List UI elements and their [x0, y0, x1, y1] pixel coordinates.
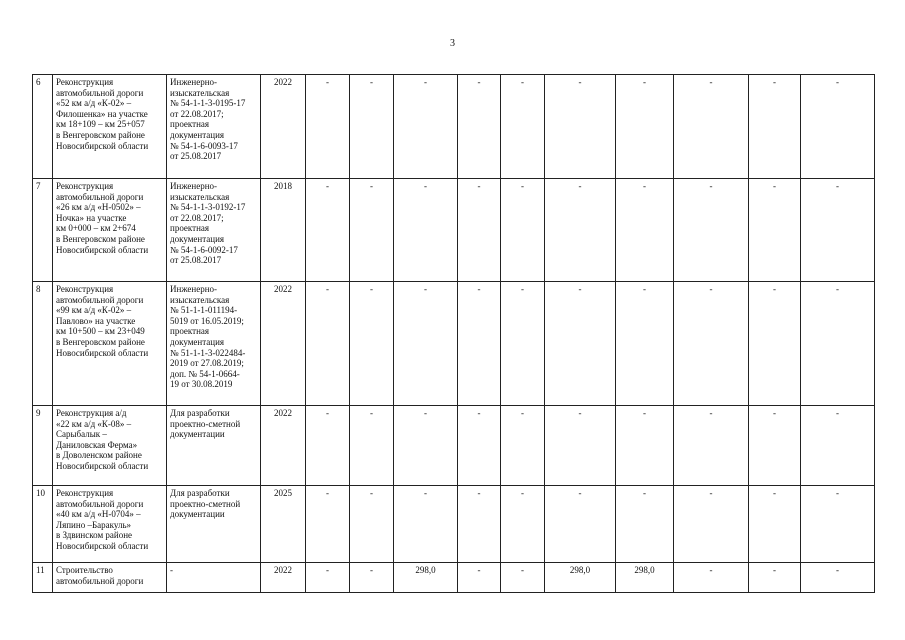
value-cell: - — [674, 406, 749, 486]
row-number: 9 — [33, 406, 53, 486]
year-cell: 2022 — [261, 282, 306, 406]
value-cell: - — [306, 179, 350, 282]
value-cell: - — [749, 406, 801, 486]
row-number: 7 — [33, 179, 53, 282]
value-cell: 298,0 — [616, 563, 674, 593]
value-cell: - — [394, 179, 458, 282]
value-cell: - — [458, 486, 501, 563]
value-cell: - — [545, 406, 616, 486]
value-cell: - — [350, 282, 394, 406]
table-row — [33, 75, 875, 179]
value-cell: - — [801, 179, 875, 282]
value-cell: - — [501, 406, 545, 486]
year-cell: 2025 — [261, 486, 306, 563]
value-cell: - — [350, 406, 394, 486]
value-cell: - — [501, 179, 545, 282]
object-name-cell: Реконструкция автомобильной дороги «26 км а/д «Н-0502» – Ночка» на участке км 0+000 – км 2+674 в Венгеровском районе Новосибирской области — [53, 179, 167, 282]
value-cell: - — [501, 75, 545, 179]
value-cell: - — [616, 282, 674, 406]
value-cell: - — [501, 282, 545, 406]
value-cell: - — [306, 75, 350, 179]
documentation-cell: Инженерно- изыскательская № 54-1-1-3-0195-17 от 22.08.2017; проектная документация № 54-1-6-0093-17 от 25.08.2017 — [167, 75, 261, 179]
value-cell: 298,0 — [545, 563, 616, 593]
value-cell: - — [801, 486, 875, 563]
value-cell: - — [306, 282, 350, 406]
page-number: 3 — [450, 38, 455, 49]
value-cell: - — [458, 406, 501, 486]
row-number: 6 — [33, 75, 53, 179]
documentation-cell: Инженерно- изыскательская № 54-1-1-3-0192-17 от 22.08.2017; проектная документация № 54-1-6-0092-17 от 25.08.2017 — [167, 179, 261, 282]
value-cell: - — [801, 282, 875, 406]
value-cell: - — [350, 179, 394, 282]
value-cell: - — [674, 282, 749, 406]
value-cell: - — [458, 282, 501, 406]
row-number: 10 — [33, 486, 53, 563]
value-cell: - — [394, 486, 458, 563]
value-cell: - — [674, 563, 749, 593]
value-cell: - — [394, 406, 458, 486]
object-name-cell: Реконструкция автомобильной дороги «40 км а/д «Н-0704» – Ляпино –Баракуль» в Здвинском районе Новосибирской области — [53, 486, 167, 563]
value-cell: - — [674, 75, 749, 179]
value-cell: - — [801, 406, 875, 486]
value-cell: - — [616, 406, 674, 486]
value-cell: - — [801, 563, 875, 593]
value-cell: - — [306, 486, 350, 563]
value-cell: - — [749, 75, 801, 179]
documentation-cell: - — [167, 563, 261, 593]
value-cell: - — [545, 179, 616, 282]
value-cell: - — [458, 563, 501, 593]
table-row — [33, 282, 875, 406]
value-cell: - — [749, 282, 801, 406]
value-cell: - — [394, 282, 458, 406]
row-number: 11 — [33, 563, 53, 593]
documentation-cell: Для разработки проектно-сметной документации — [167, 406, 261, 486]
value-cell: - — [616, 75, 674, 179]
table-row — [33, 486, 875, 563]
value-cell: - — [501, 486, 545, 563]
value-cell: - — [749, 563, 801, 593]
value-cell: - — [674, 179, 749, 282]
value-cell: - — [350, 486, 394, 563]
year-cell: 2022 — [261, 75, 306, 179]
value-cell: - — [458, 75, 501, 179]
value-cell: - — [458, 179, 501, 282]
value-cell: - — [749, 179, 801, 282]
value-cell: - — [616, 179, 674, 282]
value-cell: - — [501, 563, 545, 593]
table-row — [33, 406, 875, 486]
value-cell: - — [616, 486, 674, 563]
row-number: 8 — [33, 282, 53, 406]
value-cell: - — [306, 406, 350, 486]
value-cell: - — [749, 486, 801, 563]
documentation-cell: Для разработки проектно-сметной документации — [167, 486, 261, 563]
table-row — [33, 179, 875, 282]
value-cell: - — [350, 75, 394, 179]
object-name-cell: Реконструкция автомобильной дороги «52 км а/д «К-02» – Филошенка» на участке км 18+109 – км 25+057 в Венгеровском районе Новосибирской области — [53, 75, 167, 179]
documentation-cell: Инженерно- изыскательская № 51-1-1-011194- 5019 от 16.05.2019; проектная документация № 51-1-1-3-022484- 2019 от 27.08.2019; доп. № 54-1-0664- 19 от 30.08.2019 — [167, 282, 261, 406]
projects-table — [32, 74, 875, 593]
value-cell: - — [545, 486, 616, 563]
value-cell: - — [394, 75, 458, 179]
object-name-cell: Строительство автомобильной дороги — [53, 563, 167, 593]
table-row — [33, 563, 875, 593]
value-cell: - — [674, 486, 749, 563]
object-name-cell: Реконструкция а/д «22 км а/д «К-08» – Сарыбалык – Даниловская Ферма» в Доволенском районе Новосибирской области — [53, 406, 167, 486]
value-cell: - — [545, 282, 616, 406]
value-cell: - — [801, 75, 875, 179]
value-cell: - — [306, 563, 350, 593]
value-cell: 298,0 — [394, 563, 458, 593]
year-cell: 2018 — [261, 179, 306, 282]
object-name-cell: Реконструкция автомобильной дороги «99 км а/д «К-02» – Павлово» на участке км 10+500 – км 23+049 в Венгеровском районе Новосибирской области — [53, 282, 167, 406]
year-cell: 2022 — [261, 406, 306, 486]
value-cell: - — [545, 75, 616, 179]
value-cell: - — [350, 563, 394, 593]
year-cell: 2022 — [261, 563, 306, 593]
